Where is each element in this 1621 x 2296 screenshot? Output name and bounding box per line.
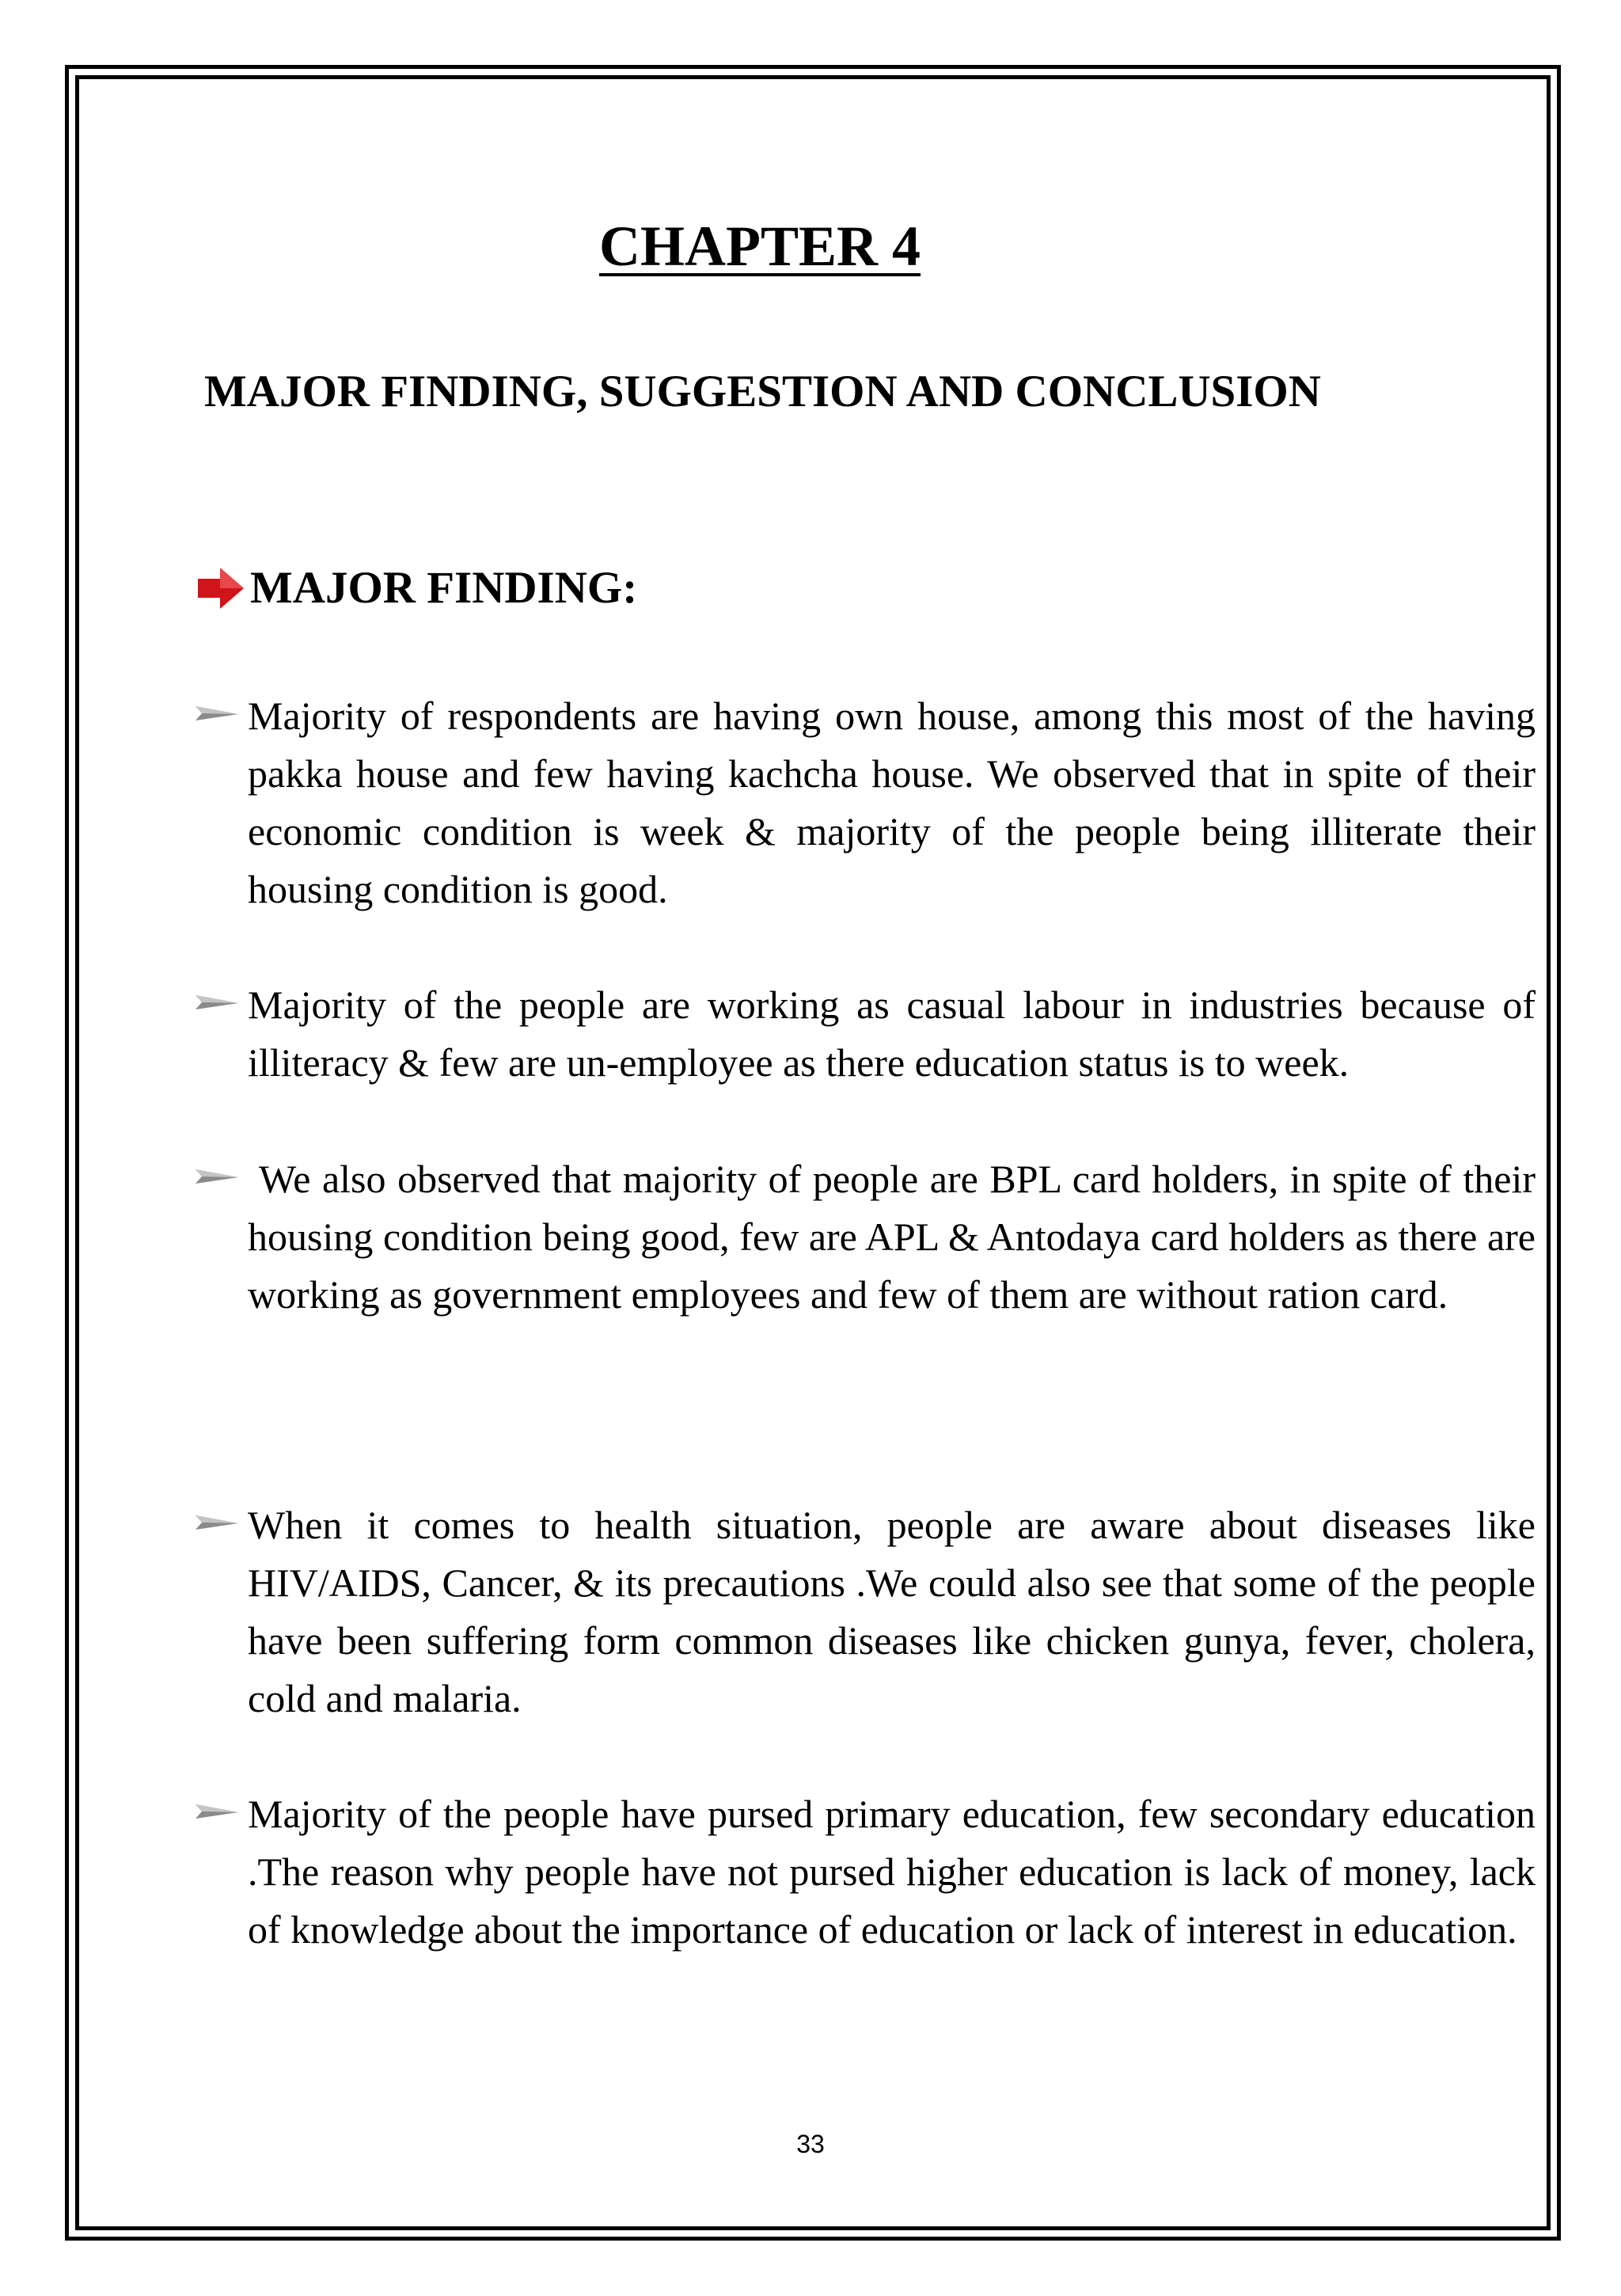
finding-item xyxy=(194,1496,1536,1728)
section-heading xyxy=(196,562,637,614)
red-arrow-icon xyxy=(196,566,245,610)
finding-item xyxy=(194,976,1536,1092)
pointer-icon xyxy=(194,994,240,1011)
chapter-title: CHAPTER 4 xyxy=(598,215,921,278)
pointer-icon xyxy=(194,705,240,722)
section-heading-label: MAJOR FINDING: xyxy=(250,563,638,613)
finding-item xyxy=(194,687,1536,918)
finding-text: Majority of the people are working as casual labour in industries because of illiteracy & few are un-employee as there education status is to week. xyxy=(248,983,1536,1085)
main-heading: MAJOR FINDING, SUGGESTION AND CONCLUSION xyxy=(204,367,1321,416)
finding-text: We also observed that majority of people are BPL card holders, in spite of their housing condition being good, few are APL & Antodaya card holders as there are working as government employees and few of them are without ration card. xyxy=(248,1157,1536,1317)
finding-item xyxy=(194,1785,1536,1959)
finding-item xyxy=(194,1150,1536,1324)
pointer-icon xyxy=(194,1168,240,1185)
finding-text: Majority of respondents are having own house, among this most of the having pakka house and few having kachcha house. We observed that in spite of their economic condition is week & majority of the people being illiterate their housing condition is good. xyxy=(248,694,1536,911)
pointer-icon xyxy=(194,1514,240,1531)
finding-text: When it comes to health situation, people are aware about diseases like HIV/AIDS, Cancer, & its precautions .We could also see that some of the people have been suffering form common diseases like chicken gunya, fever, cholera, cold and malaria. xyxy=(248,1503,1536,1720)
pointer-icon xyxy=(194,1803,240,1820)
finding-text: Majority of the people have pursed primary education, few secondary education .The reason why people have not pursed higher education is lack of money, lack of knowledge about the importance of education or lack of interest in education. xyxy=(248,1792,1536,1952)
page-number: 33 xyxy=(796,2130,825,2158)
